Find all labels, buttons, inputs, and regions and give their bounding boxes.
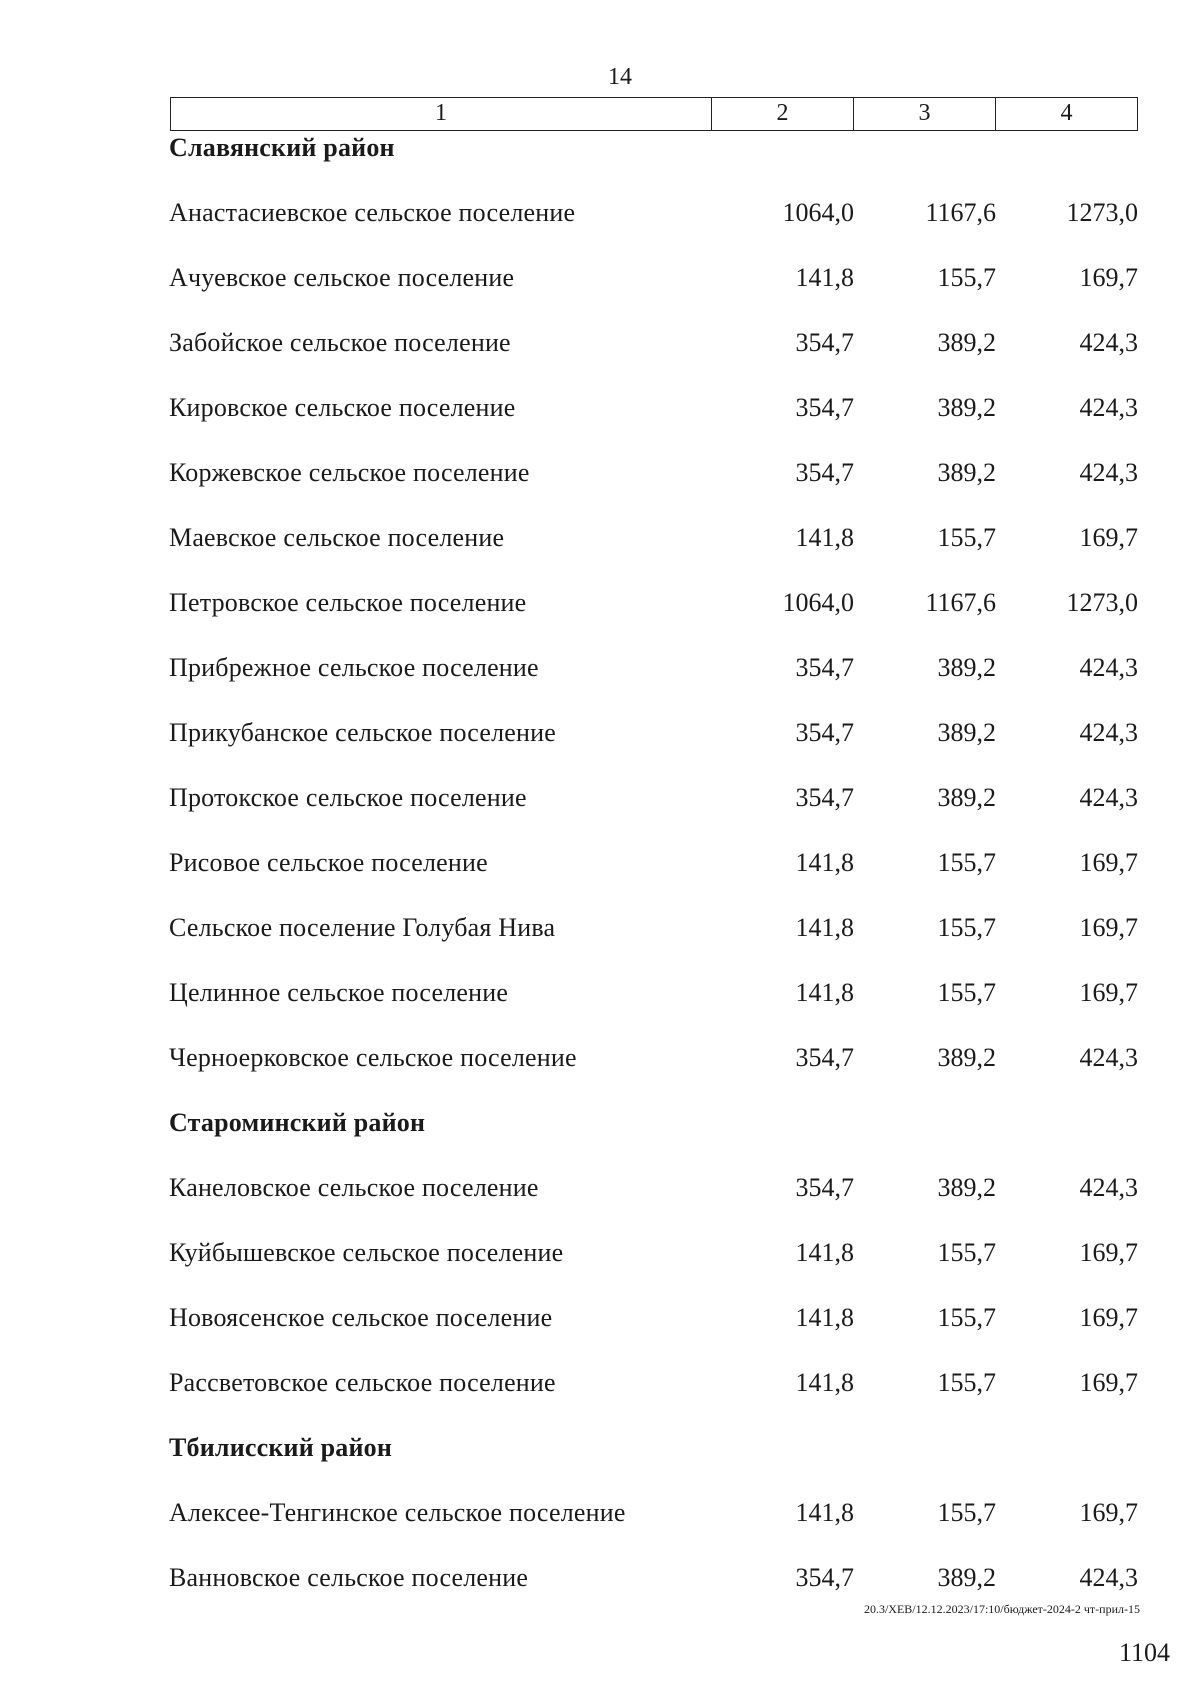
value-col-4: 1273,0	[1066, 198, 1138, 227]
table-row	[0, 1298, 1200, 1338]
settlement-name: Маевское сельское поселение	[169, 523, 505, 552]
value-col-4: 169,7	[1079, 1368, 1138, 1397]
value-col-3: 155,7	[937, 978, 996, 1007]
sheet-number: 1104	[1118, 1638, 1170, 1667]
table-row	[0, 1493, 1200, 1533]
value-col-3: 389,2	[937, 653, 996, 682]
settlement-name: Анастасиевское сельское поселение	[169, 198, 576, 227]
table-row	[0, 258, 1200, 298]
district-name: Славянский район	[169, 133, 395, 162]
value-col-2: 354,7	[795, 1563, 854, 1592]
value-col-2: 141,8	[795, 263, 854, 292]
settlement-name: Рисовое сельское поселение	[169, 848, 488, 877]
table-row	[0, 778, 1200, 818]
value-col-3: 155,7	[937, 848, 996, 877]
settlement-name: Сельское поселение Голубая Нива	[169, 913, 556, 942]
value-col-2: 1064,0	[782, 198, 854, 227]
value-col-2: 354,7	[795, 393, 854, 422]
value-col-4: 424,3	[1079, 1043, 1138, 1072]
value-col-2: 354,7	[795, 783, 854, 812]
value-col-3: 155,7	[937, 263, 996, 292]
value-col-4: 424,3	[1079, 783, 1138, 812]
district-heading	[0, 128, 1200, 168]
table-row	[0, 1038, 1200, 1078]
value-col-2: 354,7	[795, 328, 854, 357]
settlement-name: Алексее-Тенгинское сельское поселение	[169, 1498, 626, 1527]
value-col-2: 141,8	[795, 913, 854, 942]
value-col-2: 1064,0	[782, 588, 854, 617]
table-row	[0, 713, 1200, 753]
header-cell-1: 1	[171, 98, 712, 130]
value-col-4: 169,7	[1079, 263, 1138, 292]
table-row	[0, 193, 1200, 233]
value-col-2: 141,8	[795, 1238, 854, 1267]
table-row	[0, 453, 1200, 493]
table-row	[0, 908, 1200, 948]
district-name: Тбилисский район	[169, 1433, 393, 1462]
value-col-4: 424,3	[1079, 653, 1138, 682]
value-col-2: 354,7	[795, 458, 854, 487]
settlement-name: Целинное сельское поселение	[169, 978, 509, 1007]
settlement-name: Канеловское сельское поселение	[169, 1173, 539, 1202]
value-col-4: 169,7	[1079, 848, 1138, 877]
value-col-2: 141,8	[795, 1303, 854, 1332]
settlement-name: Петровское сельское поселение	[169, 588, 527, 617]
value-col-3: 389,2	[937, 783, 996, 812]
value-col-3: 155,7	[937, 1368, 996, 1397]
value-col-4: 1273,0	[1066, 588, 1138, 617]
value-col-2: 141,8	[795, 1368, 854, 1397]
value-col-4: 424,3	[1079, 1563, 1138, 1592]
value-col-2: 354,7	[795, 653, 854, 682]
district-heading	[0, 1428, 1200, 1468]
value-col-4: 169,7	[1079, 1498, 1138, 1527]
district-name: Староминский район	[169, 1108, 426, 1137]
value-col-3: 1167,6	[925, 198, 996, 227]
value-col-4: 424,3	[1079, 328, 1138, 357]
value-col-2: 141,8	[795, 848, 854, 877]
header-cell-2: 2	[712, 98, 854, 130]
settlement-name: Черноерковское сельское поселение	[169, 1043, 577, 1072]
settlement-name: Кировское сельское поселение	[169, 393, 516, 422]
settlement-name: Ачуевское сельское поселение	[169, 263, 515, 292]
value-col-4: 169,7	[1079, 523, 1138, 552]
district-heading	[0, 1103, 1200, 1143]
settlement-name: Рассветовское сельское поселение	[169, 1368, 556, 1397]
table-row	[0, 648, 1200, 688]
value-col-4: 424,3	[1079, 458, 1138, 487]
value-col-3: 389,2	[937, 1563, 996, 1592]
value-col-2: 141,8	[795, 523, 854, 552]
value-col-3: 389,2	[937, 328, 996, 357]
value-col-2: 141,8	[795, 978, 854, 1007]
table-row	[0, 1168, 1200, 1208]
value-col-4: 424,3	[1079, 1173, 1138, 1202]
table-row	[0, 583, 1200, 623]
header-cell-4: 4	[1060, 100, 1073, 126]
value-col-4: 424,3	[1079, 718, 1138, 747]
value-col-4: 169,7	[1079, 978, 1138, 1007]
table-row	[0, 388, 1200, 428]
table-row	[0, 518, 1200, 558]
page-number: 14	[608, 64, 632, 90]
value-col-3: 1167,6	[925, 588, 996, 617]
settlement-name: Ванновское сельское поселение	[169, 1563, 529, 1592]
settlement-name: Прикубанское сельское поселение	[169, 718, 556, 747]
value-col-3: 389,2	[937, 1043, 996, 1072]
value-col-2: 354,7	[795, 1173, 854, 1202]
value-col-3: 155,7	[937, 1303, 996, 1332]
value-col-4: 169,7	[1079, 1303, 1138, 1332]
settlement-name: Прибрежное сельское поселение	[169, 653, 539, 682]
table-row	[0, 1363, 1200, 1403]
settlement-name: Куйбышевское сельское поселение	[169, 1238, 564, 1267]
value-col-3: 155,7	[937, 523, 996, 552]
value-col-4: 424,3	[1079, 393, 1138, 422]
table-header	[170, 97, 1138, 131]
settlement-name: Протокское сельское поселение	[169, 783, 527, 812]
value-col-3: 155,7	[937, 1498, 996, 1527]
value-col-3: 389,2	[937, 458, 996, 487]
table-row	[0, 1558, 1200, 1598]
value-col-4: 169,7	[1079, 913, 1138, 942]
header-cell-3: 3	[854, 98, 996, 130]
value-col-3: 389,2	[937, 393, 996, 422]
value-col-4: 169,7	[1079, 1238, 1138, 1267]
value-col-3: 389,2	[937, 718, 996, 747]
settlement-name: Забойское сельское поселение	[169, 328, 511, 357]
settlement-name: Новоясенское сельское поселение	[169, 1303, 553, 1332]
table-row	[0, 973, 1200, 1013]
settlement-name: Коржевское сельское поселение	[169, 458, 530, 487]
value-col-2: 354,7	[795, 718, 854, 747]
document-code: 20.3/ХЕВ/12.12.2023/17:10/бюджет-2024-2 чт-прил-15	[863, 1602, 1140, 1616]
table-row	[0, 843, 1200, 883]
value-col-2: 354,7	[795, 1043, 854, 1072]
value-col-3: 389,2	[937, 1173, 996, 1202]
value-col-3: 155,7	[937, 913, 996, 942]
value-col-3: 155,7	[937, 1238, 996, 1267]
table-row	[0, 1233, 1200, 1273]
table-row	[0, 323, 1200, 363]
value-col-2: 141,8	[795, 1498, 854, 1527]
